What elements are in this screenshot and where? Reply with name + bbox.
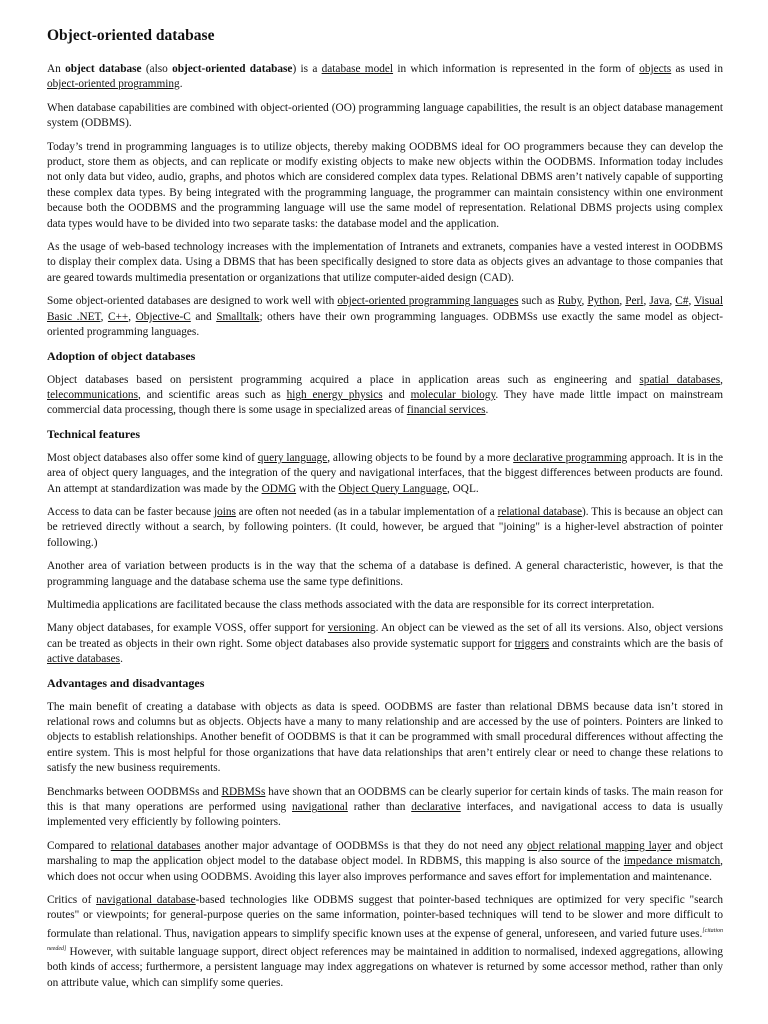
text-run: Object databases based on persistent programming acquired a place in application areas such as engineering and <box>47 373 640 386</box>
text-run: . An object can be viewed as the set of all its versions. Also, object versions can be treated as objects in their own right. Some object databases also provide systematic support for <box>47 622 723 650</box>
link-navigational-database[interactable]: navigational database <box>96 894 196 907</box>
text-run: in which information is represented in the form of <box>393 63 640 75</box>
paragraph-multimedia: Multimedia applications are facilitated because the class methods associated with the data are responsible for its correct interpretation. <box>47 598 655 611</box>
link-smalltalk[interactable]: Smalltalk <box>216 310 260 323</box>
link-spatial-databases[interactable]: spatial databases <box>639 373 721 386</box>
text-run: rather than <box>347 801 412 814</box>
paragraph-languages <box>47 294 723 340</box>
link-perl[interactable]: Perl <box>625 295 644 308</box>
paragraph-access <box>47 505 723 551</box>
link-query-language[interactable]: query language <box>257 451 328 464</box>
text-run: and object marshaling to map the application object model to the database object model. In RDBMS, this mapping is also source of the <box>47 839 724 868</box>
link-high-energy-physics[interactable]: high energy physics <box>286 388 383 401</box>
paragraph-adoption <box>47 373 723 419</box>
text-run: Benchmarks between OODBMSs and <box>47 785 222 798</box>
text-run: as used in <box>671 63 723 75</box>
link-joins[interactable]: joins <box>213 505 236 518</box>
text-run: . They have made little impact on mainstream commercial data processing, though there is some usage in specialized areas of <box>47 388 723 417</box>
term-object-oriented-database: object-oriented database <box>172 63 293 75</box>
document-page <box>47 22 723 999</box>
paragraph-benchmarks <box>47 785 723 831</box>
text-run: ; others have their own programming languages. ODBMSs use exactly the same model as object-oriented programming languages. <box>47 310 723 339</box>
page-title: Object-oriented database <box>47 27 215 44</box>
text-run: , <box>619 295 626 308</box>
text-run: ). This is because an object can be retrieved directly without a search, by following pointers. (It could, however, be argued that "joining" is a higher-level abstraction of pointer following.) <box>47 505 724 549</box>
link-impedance-mismatch[interactable]: impedance mismatch <box>623 855 721 868</box>
paragraph-compared <box>47 839 723 885</box>
link-telecommunications[interactable]: telecommunications <box>47 388 138 401</box>
paragraph-versions <box>47 621 723 667</box>
link-odmg[interactable]: ODMG <box>261 482 297 495</box>
text-run: are often not needed (as in a tabular implementation of a <box>235 505 498 518</box>
link-versioning[interactable]: versioning <box>327 622 376 635</box>
link-python[interactable]: Python <box>587 295 620 308</box>
link-cpp[interactable]: C++ <box>107 310 129 323</box>
intro-paragraph <box>47 62 723 93</box>
link-triggers[interactable]: triggers <box>514 637 550 650</box>
text-run: Most object databases also offer some kind of <box>47 451 258 464</box>
text-run: have shown that an OODBMS can be clearly superior for certain kinds of tasks. The main reason for this is that many operations are performed using <box>47 785 723 814</box>
text-run: Access to data can be faster because <box>47 505 214 518</box>
text-run: -based technologies like ODBMS suggest that pointer-based techniques are optimized for very specific "search routes" or viewpoints; for general-purpose queries on the same information, pointer-based techniques will tend to be slower and more difficult to formulate than relational. Thus, navigation appears to simplify specific known uses at the expense of general, unforeseen, and varied future uses. <box>47 894 723 940</box>
text-run: , <box>643 295 650 308</box>
link-objective-c[interactable]: Objective-C <box>135 310 191 323</box>
link-object-relational-mapping[interactable]: object relational mapping layer <box>527 839 672 852</box>
heading-technical-features: Technical features <box>47 426 140 441</box>
link-oop-languages[interactable]: object-oriented programming languages <box>337 295 519 308</box>
text-run: and constraints which are the basis of <box>549 637 723 650</box>
paragraph-query <box>47 451 723 497</box>
text-run: Many object databases, for example VOSS, offer support for <box>47 622 328 635</box>
link-declarative[interactable]: declarative <box>411 801 461 814</box>
link-rdbmss[interactable]: RDBMSs <box>221 785 266 798</box>
text-run: , <box>669 295 676 308</box>
paragraph-critics <box>47 893 723 991</box>
text-run: such as <box>518 295 558 308</box>
link-relational-databases[interactable]: relational databases <box>110 839 201 852</box>
heading-adoption: Adoption of object databases <box>47 348 196 363</box>
link-database-model[interactable]: database model <box>321 63 394 75</box>
text-run: , <box>100 310 108 323</box>
link-java[interactable]: Java <box>649 295 670 308</box>
text-run: , <box>581 295 588 308</box>
paragraph-web: As the usage of web-based technology increases with the implementation of Intranets and extranets, companies have a vested interest in OODBMS to display their complex data. Using a DBMS that has been specifically designed to store data as objects gives an advantage to those companies that are geared towards multimedia presentation or organizations that utilize computer-aided design (CAD). <box>47 241 723 284</box>
text-run: . <box>179 78 183 91</box>
text-run: , <box>688 295 695 308</box>
term-object-database: object database <box>65 63 142 75</box>
link-navigational[interactable]: navigational <box>292 801 348 814</box>
text-run: , which does not occur when using OODBMS. Avoiding this layer also improves performance and saves effort for implementation and maintenance. <box>47 855 723 883</box>
text-run: , <box>720 373 723 386</box>
text-run: An <box>47 63 66 75</box>
text-run: ) is a <box>292 63 322 75</box>
link-ruby[interactable]: Ruby <box>557 295 582 308</box>
paragraph-benefit: The main benefit of creating a database with objects as data is speed. OODBMS are faster than relational DBMS because data isn’t stored in relational rows and columns but as objects. Objects have a many to many relationship and are accessed by the use of pointers. Pointers are linked to objects to establish relationships. Another benefit of OODBMS is that it can be programmed with small procedural differences without affecting the entire system. This is most helpful for those organizations that have data relationships that aren’t entirely clear or need to change these relations to satisfy the new business requirements. <box>47 700 723 775</box>
text-run: , allowing objects to be found by a more <box>327 451 514 464</box>
text-run: , OQL. <box>447 482 479 495</box>
text-run: However, with suitable language support, direct object references may be maintained in addition to normalised, indexed aggregations, allowing both kinds of access; furthermore, a persistent language may index aggregations on whatever is returned by some accessor method, rather than only on attribute value, which can simplify some queries. <box>47 945 723 989</box>
link-active-databases[interactable]: active databases <box>47 653 121 666</box>
text-run: and <box>382 388 411 401</box>
link-declarative-programming[interactable]: declarative programming <box>513 451 628 464</box>
link-visual-basic-net[interactable]: Visual Basic .NET <box>47 295 723 323</box>
paragraph-trend: Today’s trend in programming languages is to utilize objects, thereby making OODBMS ideal for OO programmers because they can develop the product, store them as objects, and can replicate or modify existing objects to make new objects within the OODBMS. Information today includes not only data but video, audio, graphs, and photos which are considered complex data types. Relational DBMS aren’t natively capable of supporting these complex data types. By being integrated with the programming language, the programmer can maintain consistency within one environment because both the OODBMS and the programming language will use the same model of representation. Relational DBMS projects using complex data types would have to be divided into two separate tasks: the database model and the application. <box>47 140 723 230</box>
text-run: , and scientific areas such as <box>137 388 287 401</box>
link-objects[interactable]: objects <box>639 63 672 75</box>
link-molecular-biology[interactable]: molecular biology <box>410 388 496 401</box>
link-financial-services[interactable]: financial services <box>406 404 486 417</box>
link-relational-database[interactable]: relational database <box>497 505 583 518</box>
text-run: interfaces, and navigational access to data is usually implemented very efficiently by following pointers. <box>47 801 723 829</box>
paragraph-combined: When database capabilities are combined with object-oriented (OO) programming language capabilities, the result is an object database management system (ODBMS). <box>47 101 723 130</box>
text-run: . <box>120 653 123 666</box>
link-object-query-language[interactable]: Object Query Language <box>338 482 447 495</box>
text-run: Critics of <box>47 894 97 907</box>
text-run: . <box>485 404 489 417</box>
text-run: with the <box>296 482 339 495</box>
text-run: , <box>128 310 136 323</box>
link-csharp[interactable]: C# <box>675 295 689 308</box>
text-run: and <box>190 310 217 323</box>
heading-advantages: Advantages and disadvantages <box>47 675 205 690</box>
text-run: approach. It is in the area of object query languages, and the integration of the query and navigational interfaces, that the biggest differences between products are found. An attempt at standardization was made by the <box>47 451 723 495</box>
text-run: (also <box>141 63 173 75</box>
citation-needed[interactable]: [citation needed] <box>47 927 723 953</box>
text-run: Compared to <box>47 839 111 852</box>
text-run: another major advantage of OODBMSs is that they do not need any <box>200 839 528 852</box>
link-object-oriented-programming[interactable]: object-oriented programming <box>47 78 180 91</box>
text-run: Some object-oriented databases are designed to work well with <box>47 295 338 308</box>
paragraph-variation: Another area of variation between products is in the way that the schema of a database is defined. A general characteristic, however, is that the programming language and the database schema use the same type definitions. <box>47 560 723 588</box>
